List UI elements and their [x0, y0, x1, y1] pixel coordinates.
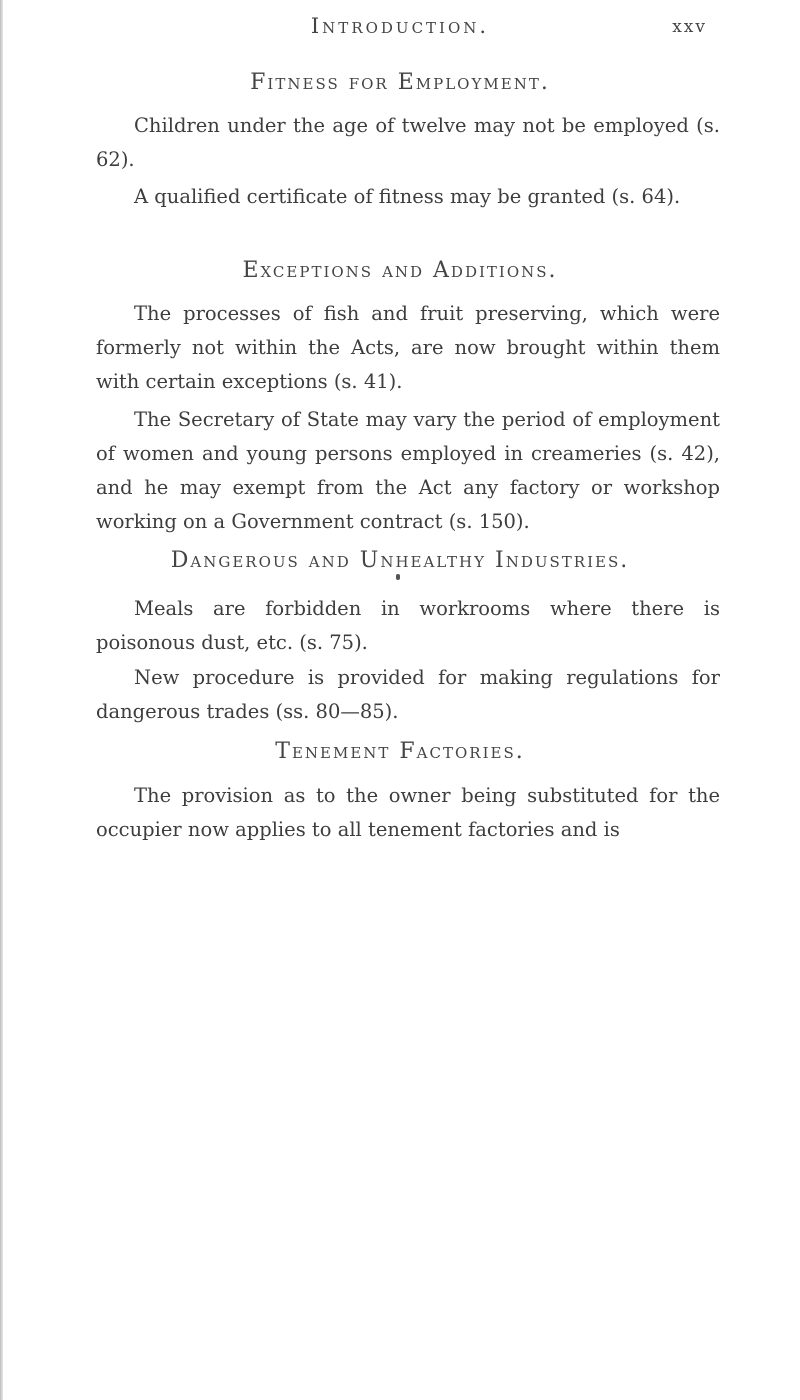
section-heading-exceptions: Exceptions and Additions. [242, 258, 558, 283]
paragraph-procedure: New procedure is provided for making regulations for dangerous trades (ss. 80—85). [96, 666, 720, 723]
paragraph-fish-fruit: The processes of fish and fruit preserving, which were formerly not within the Acts, are now brought within them with certain exceptions (s. 41). [96, 302, 720, 393]
paragraph-secretary-of-state: The Secretary of State may vary the period of employment of women and young persons employed in creameries (s. 42), and he may exempt from the Act any factory or workshop working on a Government contract (s. 150). [96, 408, 720, 533]
section-heading-dangerous: Dangerous and Unhealthy Industries. [170, 548, 630, 573]
running-title: Introduction. [310, 14, 490, 38]
page-number: xxv [672, 17, 707, 37]
section-heading-tenement: Tenement Factories. [275, 739, 525, 764]
section-heading-fitness: Fitness for Employment. [250, 70, 550, 95]
paragraph-children-age: Children under the age of twelve may not be employed (s. 62). [96, 114, 720, 171]
running-head [0, 14, 800, 44]
paragraph-certificate: A qualified certificate of fitness may be granted (s. 64). [134, 185, 681, 208]
stray-mark [396, 574, 400, 580]
paragraph-tenement-provision: The provision as to the owner being substituted for the occupier now applies to all tenement factories and is [96, 784, 720, 841]
paragraph-meals: Meals are forbidden in workrooms where there is poisonous dust, etc. (s. 75). [96, 597, 720, 654]
